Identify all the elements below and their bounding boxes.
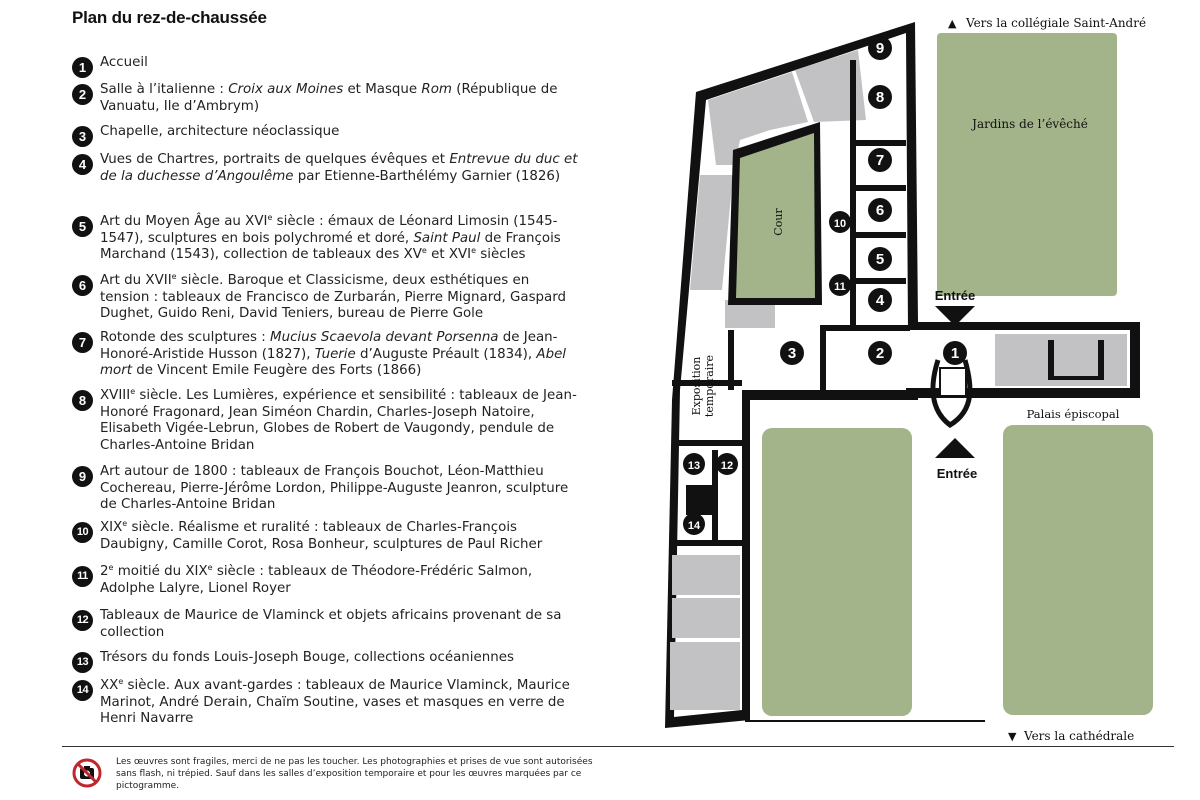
gallery-south-1	[672, 555, 740, 595]
legend-number: 12	[72, 610, 93, 631]
legend-number: 3	[72, 126, 93, 147]
legend-text: XVIIIe siècle. Les Lumières, expérience et sensibilité : tableaux de Jean-Honoré Fragonard, Jean Siméon Chardin, Charles-Joseph Natoire, Elisabeth Vigée-Lebrun, Globes de Robert de Vaugondy, pendule de Charles-Antoine Bridan	[100, 387, 577, 453]
room-number-11: 11	[834, 281, 846, 293]
room-number-4: 4	[875, 292, 885, 309]
legend-number: 14	[72, 680, 93, 701]
legend-number: 8	[72, 390, 93, 411]
room-number-10: 10	[833, 218, 847, 230]
legend-text: Tableaux de Maurice de Vlaminck et objets africains provenant de sa collection	[100, 608, 562, 640]
legend-number: 1	[72, 57, 93, 78]
entrance-bottom-arrow	[935, 438, 975, 458]
vers-collegiale-arrow: ▲	[948, 17, 957, 30]
legend-text: Vues de Chartres, portraits de quelques évêques et Entrevue du duc et de la duchesse d’Angoulême par Etienne-Barthélémy Garnier (1826)	[100, 152, 578, 184]
legend-text: 2e moitié du XIXe siècle : tableaux de Théodore-Frédéric Salmon, Adolphe Lalyre, Lionel Royer	[100, 563, 533, 596]
legend-number: 9	[72, 466, 93, 487]
exposition-label-2: temporaire	[703, 354, 716, 418]
exposition-label-1: Exposition	[690, 356, 703, 416]
vers-collegiale-label: Vers la collégiale Saint-André	[966, 16, 1147, 30]
room-number-6: 6	[875, 202, 885, 219]
footer-divider	[62, 746, 1174, 747]
gallery-south-3	[670, 642, 740, 710]
legend-text: Trésors du fonds Louis-Joseph Bouge, collections océaniennes	[100, 650, 514, 665]
room-number-3: 3	[787, 345, 797, 362]
legend-number: 10	[72, 522, 93, 543]
legend-text: Rotonde des sculptures : Mucius Scaevola devant Porsenna de Jean-Honoré-Aristide Husson (1827), Tuerie d’Auguste Préault (1834), Abel mort de Vincent Emile Feugère des Forts (1866)	[100, 330, 567, 378]
legend-text: XIXe siècle. Réalisme et ruralité : tableaux de Charles-François Daubigny, Camille Corot, Rosa Bonheur, sculptures de Paul Richer	[100, 519, 543, 552]
legend-number: 2	[72, 84, 93, 105]
entree-bottom-label: Entrée	[936, 466, 978, 481]
palais-label: Palais épiscopal	[1026, 407, 1120, 421]
room-number-9: 9	[875, 40, 885, 57]
room-number-7: 7	[875, 152, 885, 169]
room-number-1: 1	[950, 345, 960, 362]
legend-number: 6	[72, 275, 93, 296]
vers-cathedrale-arrow: ▼	[1008, 730, 1017, 743]
room-number-14: 14	[687, 520, 701, 532]
legend-text: Salle à l’italienne : Croix aux Moines et Masque Rom (République de Vanuatu, Ile d’Ambrym)	[100, 82, 558, 114]
legend-text: Chapelle, architecture néoclassique	[100, 124, 340, 139]
garden-eveche	[937, 33, 1117, 296]
legend-number: 4	[72, 154, 93, 175]
legend-text: Accueil	[100, 55, 148, 70]
legend-number: 5	[72, 216, 93, 237]
cour-label: Cour	[772, 208, 785, 236]
legend-number: 13	[72, 652, 93, 673]
entree-top-label: Entrée	[934, 288, 976, 303]
legend-number: 11	[72, 566, 93, 587]
garden-bottom-left	[762, 428, 912, 716]
legend-number: 7	[72, 332, 93, 353]
gallery-south-2	[672, 598, 740, 638]
room-number-5: 5	[875, 251, 885, 268]
legend-text: Art autour de 1800 : tableaux de François Bouchot, Léon-Matthieu Cochereau, Pierre-Jérôme Lordon, Philippe-Auguste Jeanron, sculpture de Charles-Antoine Bridan	[100, 464, 569, 512]
no-photo-icon	[72, 758, 102, 788]
room-number-2: 2	[875, 345, 885, 362]
legend-text: Art du XVIIe siècle. Baroque et Classicisme, deux esthétiques en tension : tableaux de Francisco de Zurbarán, Pierre Mignard, Gaspard Dughet, Guido Reni, David Teniers, bureau de Pierre Gole	[100, 272, 567, 321]
vers-cathedrale-label: Vers la cathédrale	[1024, 729, 1135, 743]
room-number-12: 12	[720, 460, 734, 472]
garden-bottom-right	[1003, 425, 1153, 715]
footer-note: Les œuvres sont fragiles, merci de ne pas les toucher. Les photographies et prises de vue sont autorisées sans flash, ni trépied. Sauf dans les salles d’exposition temporaire et pour les œuvres marquées par ce pictogramme.	[116, 757, 593, 791]
room-number-13: 13	[687, 460, 701, 472]
room-number-8: 8	[875, 89, 885, 106]
legend-text: Art du Moyen Âge au XVIe siècle : émaux de Léonard Limosin (1545-1547), sculptures en bois polychromé et doré, Saint Paul de François Marchand (1543), collection de tableaux des XVe et XVIe siècles	[100, 213, 561, 262]
legend-text: XXe siècle. Aux avant-gardes : tableaux de Maurice Vlaminck, Maurice Marinot, André Derain, Chaïm Soutine, vases et masques en verre de Henri Navarre	[100, 677, 570, 726]
page-title: Plan du rez-de-chaussée	[72, 8, 267, 27]
jardins-label: Jardins de l’évêché	[972, 117, 1088, 131]
